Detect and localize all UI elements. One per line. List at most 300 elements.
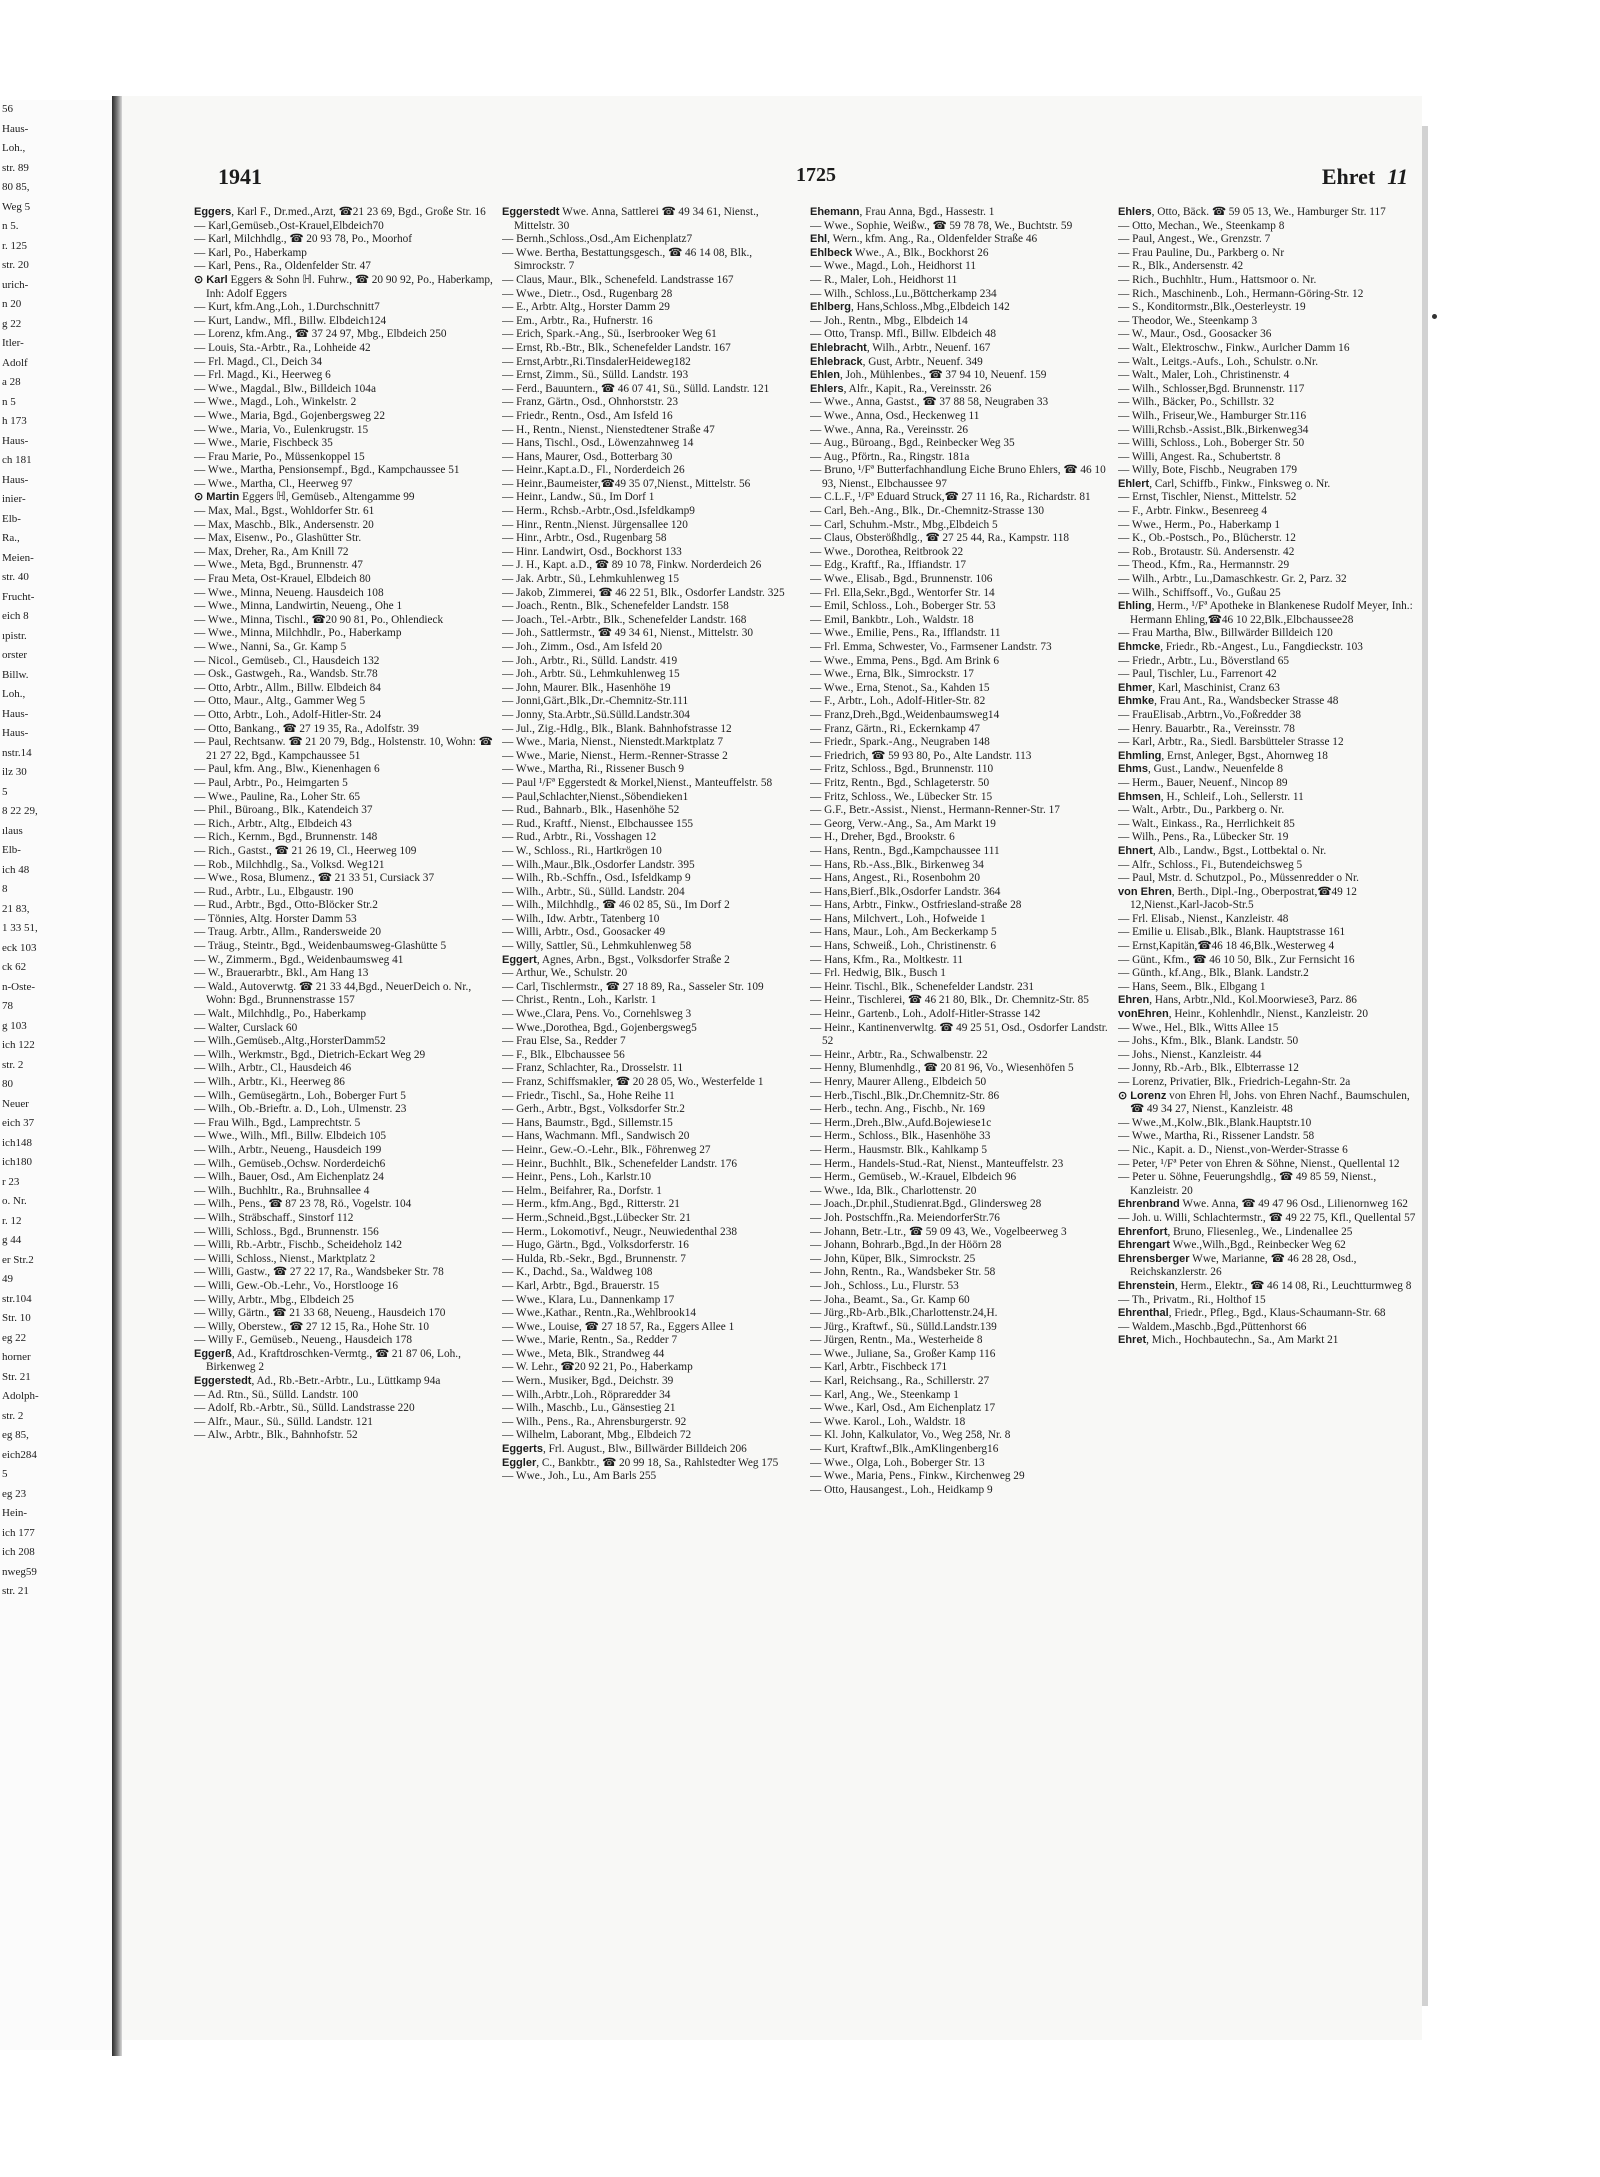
entry-surname: von Ehren xyxy=(1118,885,1172,898)
directory-entry: Ehmer, Karl, Maschinist, Cranz 63 xyxy=(1118,681,1280,694)
directory-entry: — Osk., Gastwgeh., Ra., Wandsb. Str.78 xyxy=(194,668,378,681)
left-page-fragment-line: Str. 10 xyxy=(2,1312,31,1324)
directory-entry: — Herm., Hausmstr. Blk., Kahlkamp 5 xyxy=(810,1143,987,1156)
left-page-fragment-line: 5 xyxy=(2,1468,8,1480)
directory-entry: — Wilh., Pens., ☎ 87 23 78, Rö., Vogelstr. 104 xyxy=(194,1198,412,1211)
directory-entry: — Bernh.,Schloss.,Osd.,Am Eichenplatz7 xyxy=(502,233,693,246)
left-page-fragment-line: 5 xyxy=(2,785,8,798)
directory-entry: — Wwe., Juliane, Sa., Großer Kamp 116 xyxy=(810,1347,996,1360)
directory-entry: — F., Arbtr. Finkw., Besenreeg 4 xyxy=(1118,505,1267,518)
left-page-fragment-line: nstr.14 xyxy=(2,746,32,759)
directory-entry: — Wwe., Joh., Lu., Am Barls 255 xyxy=(502,1470,657,1483)
entry-surname: Ehmke xyxy=(1118,695,1155,708)
directory-entry: — Willi, Gastw., ☎ 27 22 17, Ra., Wandsbeker Str. 78 xyxy=(194,1266,444,1279)
left-page-fragment-line: Haus- xyxy=(2,434,29,447)
directory-entry: — Paul, Rechtsanw. ☎ 21 20 79, Bdg., Holstenstr. 10, Wohn: ☎ 21 27 22, Bgd., Kampchaussee 51 xyxy=(194,736,493,762)
directory-entry: — Wwe., Wilh., Mfl., Billw. Elbdeich 105 xyxy=(194,1130,386,1143)
directory-entry: — Peter, ¹/Fª Peter von Ehren & Söhne, Nienst., Quellental 12 xyxy=(1118,1157,1400,1170)
directory-entry: — Wwe., Minna, Neueng. Hausdeich 108 xyxy=(194,586,384,599)
directory-entry: — Joh., Sattlermstr., ☎ 49 34 61, Nienst., Mittelstr. 30 xyxy=(502,627,753,640)
left-page-fragment-line: inier- xyxy=(2,493,26,505)
directory-entry: — Walt., Leitgs.-Aufs., Loh., Schulstr. o.Nr. xyxy=(1118,355,1319,368)
directory-entry: — Karl, Reichsang., Ra., Schillerstr. 27 xyxy=(810,1375,990,1388)
directory-entry: — Jonny, Rb.-Arb., Blk., Elbterrasse 12 xyxy=(1118,1062,1299,1075)
directory-entry: — Wwe., Emma, Pens., Bgd. Am Brink 6 xyxy=(810,654,1000,667)
directory-entry: — Wwe., Magd., Loh., Heidhorst 11 xyxy=(810,260,976,273)
directory-entry: — Wwe., Herm., Po., Haberkamp 1 xyxy=(1118,518,1280,531)
left-page-fragment-line: 80 85, xyxy=(2,181,30,193)
directory-entry: — Hinr. Landwirt, Osd., Bockhorst 133 xyxy=(502,545,682,558)
directory-entry: — Joach., Rentn., Blk., Schenefelder Landstr. 158 xyxy=(502,600,729,613)
directory-entry: — Johann, Bohrarb.,Bgd.,In der Höörn 28 xyxy=(810,1239,1002,1252)
directory-entry: — Karl, Arbtr., Ra., Siedl. Barsbütteler Strasse 12 xyxy=(1118,736,1344,749)
left-page-fragment-line: 78 xyxy=(2,1000,13,1012)
directory-entry: — Willi, Arbtr., Osd., Goosacker 49 xyxy=(502,926,666,939)
directory-entry: — Rud., Arbtr., Bgd., Otto-Blöcker Str.2 xyxy=(194,899,378,912)
directory-entry: — Hans, Wachmann. Mfl., Sandwisch 20 xyxy=(502,1130,690,1143)
directory-entry: Eggerß, Ad., Kraftdroschken-Vermtg., ☎ 21 87 06, Loh., Birkenweg 2 xyxy=(194,1347,461,1374)
left-page-fragment-line: str. 21 xyxy=(2,1585,29,1597)
directory-entry: Ehlebracht, Wilh., Arbtr., Neuenf. 167 xyxy=(810,341,991,354)
directory-entry: — Wwe., Meta, Bgd., Brunnenstr. 47 xyxy=(194,559,363,572)
left-page-fragment-line: Adolf xyxy=(2,356,28,369)
left-page-fragment-line: 1 33 51, xyxy=(2,922,38,934)
directory-entry: Ehrenstein, Herm., Elektr., ☎ 46 14 08, Ri., Leuchtturmweg 8 xyxy=(1118,1279,1412,1292)
directory-entry: — Wwe., Dorothea, Reitbrook 22 xyxy=(810,545,964,558)
entry-surname: Ehret xyxy=(1118,1334,1147,1347)
directory-entry: — John, Rentn., Ra., Wandsbeker Str. 58 xyxy=(810,1266,996,1279)
directory-entry: — Hans, Milchvert., Loh., Hofweide 1 xyxy=(810,912,986,925)
directory-entry: — Wwe.,Dorothea, Bgd., Gojenbergsweg5 xyxy=(502,1021,697,1034)
directory-entry: — Frau Meta, Ost-Krauel, Elbdeich 80 xyxy=(194,573,371,586)
directory-entry: — Emil, Bankbtr., Loh., Waldstr. 18 xyxy=(810,613,974,626)
left-page-fragment xyxy=(0,100,115,2050)
left-page-fragment-line: 8 xyxy=(2,883,8,895)
directory-entry: — Herm., Schloss., Blk., Hasenhöhe 33 xyxy=(810,1130,991,1143)
entry-surname: Eggerts xyxy=(502,1443,543,1456)
directory-entry: — Otto, Transp. Mfl., Billw. Elbdeich 48 xyxy=(810,328,996,341)
directory-entry: — Friedrich, ☎ 59 93 80, Po., Alte Landstr. 113 xyxy=(810,749,1032,762)
directory-entry: — Wwe., Anna, Ra., Vereinsstr. 26 xyxy=(810,423,969,436)
directory-entry: — Max, Eisenw., Po., Glashütter Str. xyxy=(194,532,362,545)
directory-entry: — H., Dreher, Bgd., Brookstr. 6 xyxy=(810,831,955,844)
left-page-fragment-line: ich 48 xyxy=(2,863,30,876)
directory-entry: — Wilh., Pens., Ra., Ahrensburgerstr. 92 xyxy=(502,1415,687,1428)
directory-entry: — Fritz, Rentn., Bgd., Schlageterstr. 50 xyxy=(810,776,990,789)
directory-entry: — Wwe. Karol., Loh., Waldstr. 18 xyxy=(810,1415,966,1428)
entry-surname: Ehren xyxy=(1118,994,1150,1007)
directory-entry: — Johann, Betr.-Ltr., ☎ 59 09 43, We., Vogelbeerweg 3 xyxy=(810,1225,1067,1238)
directory-entry: — Willi, Gew.-Ob.-Lehr., Vo., Horstlooge 16 xyxy=(194,1279,399,1292)
entry-surname: Eggerstedt xyxy=(502,206,560,218)
directory-entry: — Heinr., Gew.-O.-Lehr., Blk., Föhrenweg 27 xyxy=(502,1143,711,1156)
directory-entry: — Henny, Blumenhdlg., ☎ 20 81 96, Vo., Wiesenhöfen 5 xyxy=(810,1062,1074,1075)
directory-entry: — Wwe., Magdal., Blw., Billdeich 104a xyxy=(194,382,376,395)
left-page-fragment-line: eg 22 xyxy=(2,1331,27,1344)
directory-entry: — Tönnies, Altg. Horster Damm 53 xyxy=(194,912,357,925)
entry-surname: Ehlberg xyxy=(810,301,851,314)
directory-entry: — Rud., Kraftf., Nienst., Elbchaussee 155 xyxy=(502,817,694,830)
entry-surname: Ehmling xyxy=(1118,749,1162,762)
directory-entry: — Franz, Gärtn., Osd., Ohnhorststr. 23 xyxy=(502,396,679,409)
directory-entry: — Hugo, Gärtn., Bgd., Volksdorferstr. 16 xyxy=(502,1239,689,1252)
directory-entry: — Wilh.,Gemüseb.,Altg.,HorsterDamm52 xyxy=(194,1035,386,1048)
directory-entry: — Wwe., Anna, Osd., Heckenweg 11 xyxy=(810,409,980,422)
entry-surname: Ehlers xyxy=(810,382,844,395)
directory-entry: — Wwe., Elisab., Bgd., Brunnenstr. 106 xyxy=(810,573,993,586)
directory-entry: — Willy, Arbtr., Mbg., Elbdeich 25 xyxy=(194,1293,354,1306)
directory-entry: — Wwe., Maria, Bgd., Gojenbergsweg 22 xyxy=(194,409,385,422)
directory-entry: — Hans, Arbtr., Finkw., Ostfriesland-straße 28 xyxy=(810,899,1022,912)
directory-entry: Eggerstedt, Ad., Rb.-Betr.-Arbtr., Lu., Lüttkamp 94a xyxy=(194,1375,441,1388)
directory-entry: — Walter, Curslack 60 xyxy=(194,1021,298,1034)
left-page-fragment-line: ch 181 xyxy=(2,454,32,466)
header-keyword-text: Ehret xyxy=(1321,164,1376,189)
directory-entry: — Joh., Schloss., Lu., Flurstr. 53 xyxy=(810,1279,959,1292)
left-page-fragment-line: eich 37 xyxy=(2,1117,35,1129)
directory-entry: — Phil., Büroang., Blk., Katendeich 37 xyxy=(194,804,373,817)
entry-surname: Ehemann xyxy=(810,206,860,218)
directory-entry: — Johs., Kfm., Blk., Blank. Landstr. 50 xyxy=(1118,1035,1299,1048)
left-page-fragment-line: n 5. xyxy=(2,220,19,232)
directory-entry: — Wwe., Ida, Blk., Charlottenstr. 20 xyxy=(810,1184,977,1197)
entry-surname: Ehlen xyxy=(810,369,840,382)
directory-entry: — Theodor, We., Steenkamp 3 xyxy=(1118,314,1258,327)
directory-entry: — Otto, Arbtr., Loh., Adolf-Hitler-Str. 24 xyxy=(194,708,382,721)
directory-entry: — Wwe., Marie, Fischbeck 35 xyxy=(194,437,333,450)
directory-entry: — Joh., Arbtr., Ri., Sülld. Landstr. 419 xyxy=(502,654,678,667)
column-2 xyxy=(502,206,802,2016)
left-page-fragment-line: 80 xyxy=(2,1078,13,1090)
directory-entry: Ehlbeck Wwe., A., Blk., Bockhorst 26 xyxy=(810,246,989,259)
directory-entry: — Wwe., Klara, Lu., Dannenkamp 17 xyxy=(502,1293,675,1306)
directory-entry: — Waldem.,Maschb.,Bgd.,Püttenhorst 66 xyxy=(1118,1320,1307,1333)
left-page-fragment-line: 21 83, xyxy=(2,902,30,915)
directory-entry: — Hans, Kfm., Ra., Moltkestr. 11 xyxy=(810,953,964,966)
directory-entry: — Edg., Kraftf., Ra., Iffiandstr. 17 xyxy=(810,559,967,572)
directory-entry: — Em., Arbtr., Ra., Hufnerstr. 16 xyxy=(502,314,653,327)
left-page-fragment-line: ilz 30 xyxy=(2,766,27,778)
directory-entry: — Friedr., Tischl., Sa., Hohe Reihe 11 xyxy=(502,1089,675,1102)
directory-entry: — J. H., Kapt. a.D., ☎ 89 10 78, Finkw. Norderdeich 26 xyxy=(502,559,762,572)
directory-entry: — Wwe.,Kathar., Rentn.,Ra.,Wehlbrook14 xyxy=(502,1307,697,1320)
directory-entry: — Karl, Milchhdlg., ☎ 20 93 78, Po., Moorhof xyxy=(194,233,413,246)
directory-entry: — Wwe., Marie, Nienst., Herm.-Renner-Strasse 2 xyxy=(502,749,728,762)
directory-entry: — Walt., Einkass., Ra., Herrlichkeit 85 xyxy=(1118,817,1295,830)
directory-entry: — Wilh.,Arbtr.,Loh., Röpraredder 34 xyxy=(502,1388,671,1401)
directory-entry: — Wilh., Arbtr., Neueng., Hausdeich 199 xyxy=(194,1143,382,1156)
directory-entry: — Ad. Rtn., Sü., Sülld. Landstr. 100 xyxy=(194,1388,359,1401)
directory-entry: Ehmcke, Friedr., Rb.-Angest., Lu., Fangdieckstr. 103 xyxy=(1118,641,1363,653)
directory-entry: — Wern., Musiker, Bgd., Deichstr. 39 xyxy=(502,1375,674,1388)
header-keyword xyxy=(1322,164,1408,190)
directory-entry: — Karl, Ang., We., Steenkamp 1 xyxy=(810,1388,959,1401)
directory-entry: — Otto, Hausangest., Loh., Heidkamp 9 xyxy=(810,1483,993,1496)
directory-entry: — Friedr., Spark.-Ang., Neugraben 148 xyxy=(810,736,990,749)
left-page-fragment-line: ich 177 xyxy=(2,1526,35,1539)
book-gutter xyxy=(112,96,122,2056)
directory-entry: — Wwe., Nanni, Sa., Gr. Kamp 5 xyxy=(194,641,347,653)
directory-entry: Ehling, Herm., ¹/Fª Apotheke in Blankenese Rudolf Meyer, Inh.: Hermann Ehling,☎46 10 22,Blk.,Elbchaussee28 xyxy=(1118,600,1413,626)
entry-surname: Ehmsen xyxy=(1118,790,1161,803)
directory-entry: — Adolf, Rb.-Arbtr., Sü., Sülld. Landstrasse 220 xyxy=(194,1402,415,1415)
left-page-fragment-line: o. Nr. xyxy=(2,1195,27,1207)
directory-entry: — Wwe.,M.,Kolw.,Blk.,Blank.Hauptstr.10 xyxy=(1118,1116,1312,1129)
directory-entry: — Rich., Arbtr., Altg., Elbdeich 43 xyxy=(194,817,352,830)
directory-entry: Ehren, Hans, Arbtr.,Nld., Kol.Moorwiese3, Parz. 86 xyxy=(1118,994,1357,1007)
left-page-fragment-line: Loh., xyxy=(2,142,26,154)
directory-entry: — Wwe., Olga, Loh., Boberger Str. 13 xyxy=(810,1456,985,1469)
directory-entry: — Paul, Angest., We., Grenzstr. 7 xyxy=(1118,233,1271,246)
left-page-fragment-line: g 44 xyxy=(2,1234,22,1246)
directory-entry: — Joh. Postschffn.,Ra. MeiendorferStr.76 xyxy=(810,1211,1000,1224)
directory-entry: Ehlers, Alfr., Kapit., Ra., Vereinsstr. 26 xyxy=(810,382,992,395)
directory-entry: — Wwe., Sophie, Weißw., ☎ 59 78 78, We., Buchtstr. 59 xyxy=(810,219,1073,232)
directory-entry: Ehrenthal, Friedr., Pfleg., Bgd., Klaus-Schaumann-Str. 68 xyxy=(1118,1307,1386,1320)
left-page-fragment-line: ich180 xyxy=(2,1156,32,1168)
directory-entry: — Wilh., Buchhltr., Ra., Bruhnsallee 4 xyxy=(194,1184,370,1197)
directory-entry: — Otto, Maur., Altg., Gammer Weg 5 xyxy=(194,695,366,708)
directory-entry: — Joach.,Dr.phil.,Studienrat.Bgd., Glindersweg 28 xyxy=(810,1198,1042,1211)
directory-entry: — Wwe., Hel., Blk., Witts Allee 15 xyxy=(1118,1021,1279,1034)
directory-entry: — Wilh., Bauer, Osd., Am Eichenplatz 24 xyxy=(194,1171,384,1184)
directory-entry: — Herm., Gemüseb., W.-Krauel, Elbdeich 96 xyxy=(810,1171,1017,1184)
directory-entry: Eggler, C., Bankbtr., ☎ 20 99 18, Sa., Rahlstedter Weg 175 xyxy=(502,1456,779,1469)
left-page-fragment-line: horner xyxy=(2,1351,31,1363)
directory-entry: — K., Ob.-Postsch., Po., Blücherstr. 12 xyxy=(1118,532,1296,545)
directory-entry: — Wwe., Dietr.., Osd., Rugenbarg 28 xyxy=(502,287,673,300)
left-page-fragment-line: Frucht- xyxy=(2,590,35,603)
directory-entry: Ehrenbrand Wwe. Anna, ☎ 49 47 96 Osd., Lilienornweg 162 xyxy=(1118,1198,1408,1211)
directory-entry: Ehrenfort, Bruno, Fliesenleg., We., Lindenallee 25 xyxy=(1118,1225,1353,1238)
directory-entry: — Willi, Schloss., Loh., Boberger Str. 50 xyxy=(1118,437,1305,450)
directory-entry: — Frl. Elisab., Nienst., Kanzleistr. 48 xyxy=(1118,912,1289,925)
directory-entry: Eggerstedt Wwe. Anna, Sattlerei ☎ 49 34 61, Nienst., Mittelstr. 30 xyxy=(502,206,759,232)
directory-entry: — Joh., Rentn., Mbg., Elbdeich 14 xyxy=(810,314,968,327)
left-page-fragment-line: eg 85, xyxy=(2,1429,29,1441)
directory-entry: — Jakob, Zimmerei, ☎ 46 22 51, Blk., Osdorfer Landstr. 325 xyxy=(502,586,785,599)
directory-entry: — Willi, Schloss., Nienst., Marktplatz 2 xyxy=(194,1252,376,1265)
left-page-fragment-line: Hein- xyxy=(2,1507,28,1519)
directory-entry: — Max, Maschb., Blk., Andersenstr. 20 xyxy=(194,518,374,531)
directory-entry: — Günth., kf.Ang., Blk., Blank. Landstr.2 xyxy=(1118,967,1309,980)
directory-entry: — Herb.,Tischl.,Blk.,Dr.Chemnitz-Str. 86 xyxy=(810,1089,1000,1102)
directory-entry: — Aug., Pförtn., Ra., Ringstr. 181a xyxy=(810,450,970,463)
left-page-fragment-line: a 28 xyxy=(2,376,21,388)
left-page-fragment-line: ck 62 xyxy=(2,961,27,973)
left-page-fragment-line: Haus- xyxy=(2,122,29,135)
directory-entry: — Wwe., Martha, Cl., Heerweg 97 xyxy=(194,477,353,490)
directory-entry: — Ernst, Rb.-Btr., Blk., Schenefelder Landstr. 167 xyxy=(502,341,731,354)
directory-entry: — Walt., Arbtr., Du., Parkberg o. Nr. xyxy=(1118,804,1285,817)
directory-entry: — Rob., Brotaustr. Sü. Andersenstr. 42 xyxy=(1118,545,1295,558)
directory-entry: — Rud., Bahnarb., Blk., Hasenhöhe 52 xyxy=(502,804,680,817)
margin-mark xyxy=(1432,314,1437,319)
directory-entry: — Joh., Zimm., Osd., Am Isfeld 20 xyxy=(502,641,663,653)
directory-entry: — Wilhelm, Laborant, Mbg., Elbdeich 72 xyxy=(502,1429,692,1442)
left-page-fragment-line: orster xyxy=(2,649,28,661)
left-page-fragment-line: Weg 5 xyxy=(2,200,31,213)
left-page-fragment-line: Billw. xyxy=(2,668,29,681)
directory-entry: — Wilh., Sträbschaff., Sinstorf 112 xyxy=(194,1211,354,1224)
entry-surname: Ehlebrack xyxy=(810,355,863,368)
directory-entry: — Kurt, Kraftwf.,Blk.,AmKlingenberg16 xyxy=(810,1443,999,1456)
directory-entry: Ehlert, Carl, Schiffb., Finkw., Finksweg o. Nr. xyxy=(1118,477,1331,490)
directory-entry: ⊙ Karl Eggers & Sohn ℍ. Fuhrw., ☎ 20 90 92, Po., Haberkamp, Inh: Adolf Eggers xyxy=(194,273,493,300)
directory-entry: — Hans, Baumstr., Bgd., Sillemstr.15 xyxy=(502,1116,673,1129)
directory-entry: — Ernst,Arbtr.,Ri.TinsdalerHeideweg182 xyxy=(502,355,691,368)
directory-entry: — Rich., Buchhltr., Hum., Hattsmoor o. Nr. xyxy=(1118,273,1317,286)
left-page-fragment-line: r 23 xyxy=(2,1175,20,1188)
directory-entry: — Carl, Tischlermstr., ☎ 27 18 89, Ra., Sasseler Str. 109 xyxy=(502,980,764,993)
directory-entry: — Rud., Arbtr., Ri., Vosshagen 12 xyxy=(502,831,657,844)
directory-entry: — Karl,Gemüseb.,Ost-Krauel,Elbdeich70 xyxy=(194,219,384,232)
directory-entry: — Willy, Sattler, Sü., Lehmkuhlenweg 58 xyxy=(502,940,692,953)
left-page-fragment-line: Loh., xyxy=(2,688,26,700)
left-page-fragment-line: Neuer xyxy=(2,1097,29,1110)
directory-entry: — Hans, Schweiß., Loh., Christinenstr. 6 xyxy=(810,940,997,953)
directory-entry: — Günt., Kfm., ☎ 46 10 50, Blk., Zur Fernsicht 16 xyxy=(1118,953,1355,966)
entry-surname: vonEhren xyxy=(1118,1008,1169,1021)
directory-entry: — F., Arbtr., Loh., Adolf-Hitler-Str. 82 xyxy=(810,695,986,708)
directory-entry: — Rich., Kernm., Bgd., Brunnenstr. 148 xyxy=(194,831,378,844)
directory-entry: — Herm., Lokomotivf., Neugr., Neuwiedenthal 238 xyxy=(502,1225,737,1238)
directory-entry: — Wwe., Minna, Tischl., ☎20 90 81, Po., Ohlendieck xyxy=(194,613,444,626)
directory-entry: — Rud., Arbtr., Lu., Elbgaustr. 190 xyxy=(194,885,354,898)
entry-surname: ⊙ Martin xyxy=(194,491,240,504)
left-page-fragment-line: Haus- xyxy=(2,473,29,486)
left-page-fragment-line: n 20 xyxy=(2,298,22,310)
entry-surname: Eggler xyxy=(502,1456,537,1469)
directory-entry: — Johs., Nienst., Kanzleistr. 44 xyxy=(1118,1048,1262,1061)
directory-entry: — Kurt, Landw., Mfl., Billw. Elbdeich124 xyxy=(194,314,387,327)
left-page-fragment-line: ıpistr. xyxy=(2,629,27,642)
entry-surname: Ehrenstein xyxy=(1118,1279,1175,1292)
directory-entry: — Wwe., Magd., Loh., Winkelstr. 2 xyxy=(194,396,357,409)
directory-entry: — Frau Pauline, Du., Parkberg o. Nr xyxy=(1118,246,1285,259)
directory-entry: — Wwe., Minna, Milchhdlr., Po., Haberkamp xyxy=(194,627,402,640)
directory-entry: — Wilh., Arbtr., Lu.,Damaschkestr. Gr. 2, Parz. 32 xyxy=(1118,573,1347,586)
directory-entry: — Wilh., Pens., Ra., Lübecker Str. 19 xyxy=(1118,831,1289,844)
directory-entry: — Henry. Bauarbtr., Ra., Vereinsstr. 78 xyxy=(1118,722,1295,735)
directory-entry: — Max, Dreher, Ra., Am Knill 72 xyxy=(194,545,349,558)
directory-entry: — Frl. Emma, Schwester, Vo., Farmsener Landstr. 73 xyxy=(810,641,1052,653)
directory-entry: — Wilh., Idw. Arbtr., Tatenberg 10 xyxy=(502,912,660,925)
left-page-fragment-line: er Str.2 xyxy=(2,1253,34,1266)
directory-entry: — Carl, Schuhm.-Mstr., Mbg.,Elbdeich 5 xyxy=(810,518,998,531)
directory-entry: — S., Konditormstr.,Blk.,Oesterleystr. 19 xyxy=(1118,301,1306,314)
directory-entry: — Herm.,Schneid.,Bgst.,Lübecker Str. 21 xyxy=(502,1211,691,1224)
directory-entry: — Hans, Maur., Loh., Am Beckerkamp 5 xyxy=(810,926,997,939)
directory-entry: — Wilh., Friseur,We., Hamburger Str.116 xyxy=(1118,409,1307,422)
directory-entry: — Frau Marie, Po., Müssenkoppel 15 xyxy=(194,450,365,463)
directory-entry: — Willy F., Gemüseb., Neueng., Hausdeich 178 xyxy=(194,1334,413,1347)
directory-entry: — Hans, Maurer, Osd., Botterbarg 30 xyxy=(502,450,673,463)
directory-entry: — Paul, Arbtr., Po., Heimgarten 5 xyxy=(194,776,348,789)
directory-entry: — Wilh., Gemüsegärtn., Loh., Boberger Furt 5 xyxy=(194,1089,406,1102)
directory-entry: — John, Maurer. Blk., Hasenhöhe 19 xyxy=(502,681,671,694)
directory-entry: — Otto, Mechan., We., Steenkamp 8 xyxy=(1118,219,1285,232)
directory-entry: — G.F., Betr.-Assist., Nienst., Hermann-Renner-Str. 17 xyxy=(810,804,1060,817)
entry-surname: ⊙ Lorenz xyxy=(1118,1089,1167,1102)
entry-surname: Ehlbeck xyxy=(810,246,853,259)
directory-entry: vonEhren, Heinr., Kohlenhdlr., Nienst., Kanzleistr. 20 xyxy=(1118,1008,1368,1021)
column-1 xyxy=(194,206,494,2016)
directory-entry: — Franz, Schiffsmakler, ☎ 20 28 05, Wo., Westerfelde 1 xyxy=(502,1076,764,1088)
directory-entry: — Nic., Kapit. a. D., Nienst.,von-Werder-Strasse 6 xyxy=(1118,1143,1348,1156)
directory-entry: — Wald., Autoverwtg. ☎ 21 33 44,Bgd., NeuerDeich o. Nr., Wohn: Bgd., Brunnenstrasse 157 xyxy=(194,980,472,1007)
directory-entry: — Herm., Handels-Stud.-Rat, Nienst., Manteuffelstr. 23 xyxy=(810,1157,1064,1170)
directory-entry: — R., Maler, Loh., Heidhorst 11 xyxy=(810,273,958,286)
left-page-fragment-line: r. 12 xyxy=(2,1214,22,1227)
left-page-fragment-line: n 5 xyxy=(2,395,16,408)
directory-entry: Eggers, Karl F., Dr.med.,Arzt, ☎21 23 69, Bgd., Große Str. 16 xyxy=(194,206,486,218)
directory-entry: Ehlberg, Hans,Schloss.,Mbg.,Elbdeich 142 xyxy=(810,301,1010,314)
directory-entry: — Louis, Sta.-Arbtr., Ra., Lohheide 42 xyxy=(194,341,371,354)
left-page-fragment-line: ich148 xyxy=(2,1136,32,1149)
directory-entry: — Wwe., Erna, Stenot., Sa., Kahden 15 xyxy=(810,681,990,694)
directory-entry: — Ernst, Zimm., Sü., Sülld. Landstr. 193 xyxy=(502,369,689,382)
directory-entry: — Wwe., Rosa, Blumenz., ☎ 21 33 51, Cursiack 37 xyxy=(194,872,435,885)
directory-entry: Ehlebrack, Gust, Arbtr., Neuenf. 349 xyxy=(810,355,983,368)
left-page-fragment-line: str.104 xyxy=(2,1292,32,1305)
left-page-fragment-line: eich284 xyxy=(2,1448,37,1461)
directory-entry: — Lorenz, Privatier, Blk., Friedrich-Legahn-Str. 2a xyxy=(1118,1076,1351,1088)
entry-surname: Eggerß xyxy=(194,1347,232,1360)
directory-entry: — Wwe., Karl, Osd., Am Eichenplatz 17 xyxy=(810,1402,996,1415)
directory-entry: — E., Arbtr. Altg., Horster Damm 29 xyxy=(502,301,670,314)
directory-entry: Eggert, Agnes, Arbn., Bgst., Volksdorfer Straße 2 xyxy=(502,953,730,966)
directory-entry: — Hinr., Rentn.,Nienst. Jürgensallee 120 xyxy=(502,518,688,531)
directory-entry: — Wwe.,Clara, Pens. Vo., Cornehlsweg 3 xyxy=(502,1008,692,1021)
directory-entry: — Friedr., Arbtr., Lu., Böverstland 65 xyxy=(1118,654,1290,667)
directory-entry: — Wilh., Werkmstr., Bgd., Dietrich-Eckart Weg 29 xyxy=(194,1048,426,1061)
left-page-fragment-line: 56 xyxy=(2,103,13,115)
directory-entry: Ehl, Wern., kfm. Ang., Ra., Oldenfelder Straße 46 xyxy=(810,233,1038,246)
directory-entry: ⊙ Lorenz von Ehren ℍ, Johs. von Ehren Nachf., Baumschulen, ☎ 49 34 27, Nienst., Kanzleistr. 48 xyxy=(1118,1089,1410,1116)
entry-surname: Ehrenthal xyxy=(1118,1307,1169,1320)
header-page-number: 1725 xyxy=(796,164,836,186)
directory-entry: — Herm., kfm.Ang., Bgd., Ritterstr. 21 xyxy=(502,1198,680,1211)
directory-entry: — Frau Wilh., Bgd., Lamprechtstr. 5 xyxy=(194,1116,361,1129)
directory-entry: — Georg, Verw.-Ang., Sa., Am Markt 19 xyxy=(810,817,996,830)
directory-entry: — Rich., Maschinenb., Loh., Hermann-Göring-Str. 12 xyxy=(1118,287,1364,300)
directory-entry: — C.L.F., ¹/Fª Eduard Struck,☎ 27 11 16, Ra., Richardstr. 81 xyxy=(810,491,1091,504)
directory-entry: — Jak. Arbtr., Sü., Lehmkuhlenweg 15 xyxy=(502,573,679,586)
directory-entry: — Herb., techn. Ang., Fischb., Nr. 169 xyxy=(810,1103,986,1116)
directory-entry: — Joh., Arbtr. Sü., Lehmkuhlenweg 15 xyxy=(502,668,680,681)
directory-entry: — Karl, Po., Haberkamp xyxy=(194,246,307,259)
directory-entry: — Christ., Rentn., Loh., Karlstr. 1 xyxy=(502,994,657,1007)
directory-entry: — Joach., Tel.-Arbtr., Blk., Schenefelder Landstr. 168 xyxy=(502,613,747,626)
directory-entry: — Nicol., Gemüseb., Cl., Hausdeich 132 xyxy=(194,654,380,667)
directory-entry: — Fritz, Schloss., Bgd., Brunnenstr. 110 xyxy=(810,763,994,776)
directory-entry: — Wilh., Schiffsoff., Vo., Gußau 25 xyxy=(1118,586,1281,599)
directory-entry: — Wwe., Martha, Ri., Rissener Busch 9 xyxy=(502,763,685,776)
directory-entry: — W., Zimmerm., Bgd., Weidenbaumsweg 41 xyxy=(194,953,404,966)
directory-entry: — Willi,Rchsb.-Assist.,Blk.,Birkenweg34 xyxy=(1118,423,1309,436)
left-page-fragment-line: str. 89 xyxy=(2,161,29,174)
directory-entry: — Heinr., Pens., Loh., Karlstr.10 xyxy=(502,1171,652,1184)
left-page-fragment-line: Haus- xyxy=(2,727,29,739)
directory-entry: Ehmling, Ernst, Anleger, Bgst., Ahornweg 18 xyxy=(1118,749,1328,762)
left-page-fragment-line: g 22 xyxy=(2,317,22,330)
directory-entry: Ehms, Gust., Landw., Neuenfelde 8 xyxy=(1118,763,1284,776)
directory-entry: — Willy, Gärtn., ☎ 21 33 68, Neueng., Hausdeich 170 xyxy=(194,1307,446,1320)
directory-entry: — Wwe. Bertha, Bestattungsgesch., ☎ 46 14 08, Blk., Simrockstr. 7 xyxy=(502,246,753,273)
directory-entry: — Claus, Maur., Blk., Schenefeld. Landstrasse 167 xyxy=(502,273,734,286)
directory-entry: — Wilh., Maschb., Lu., Gänsestieg 21 xyxy=(502,1402,676,1415)
